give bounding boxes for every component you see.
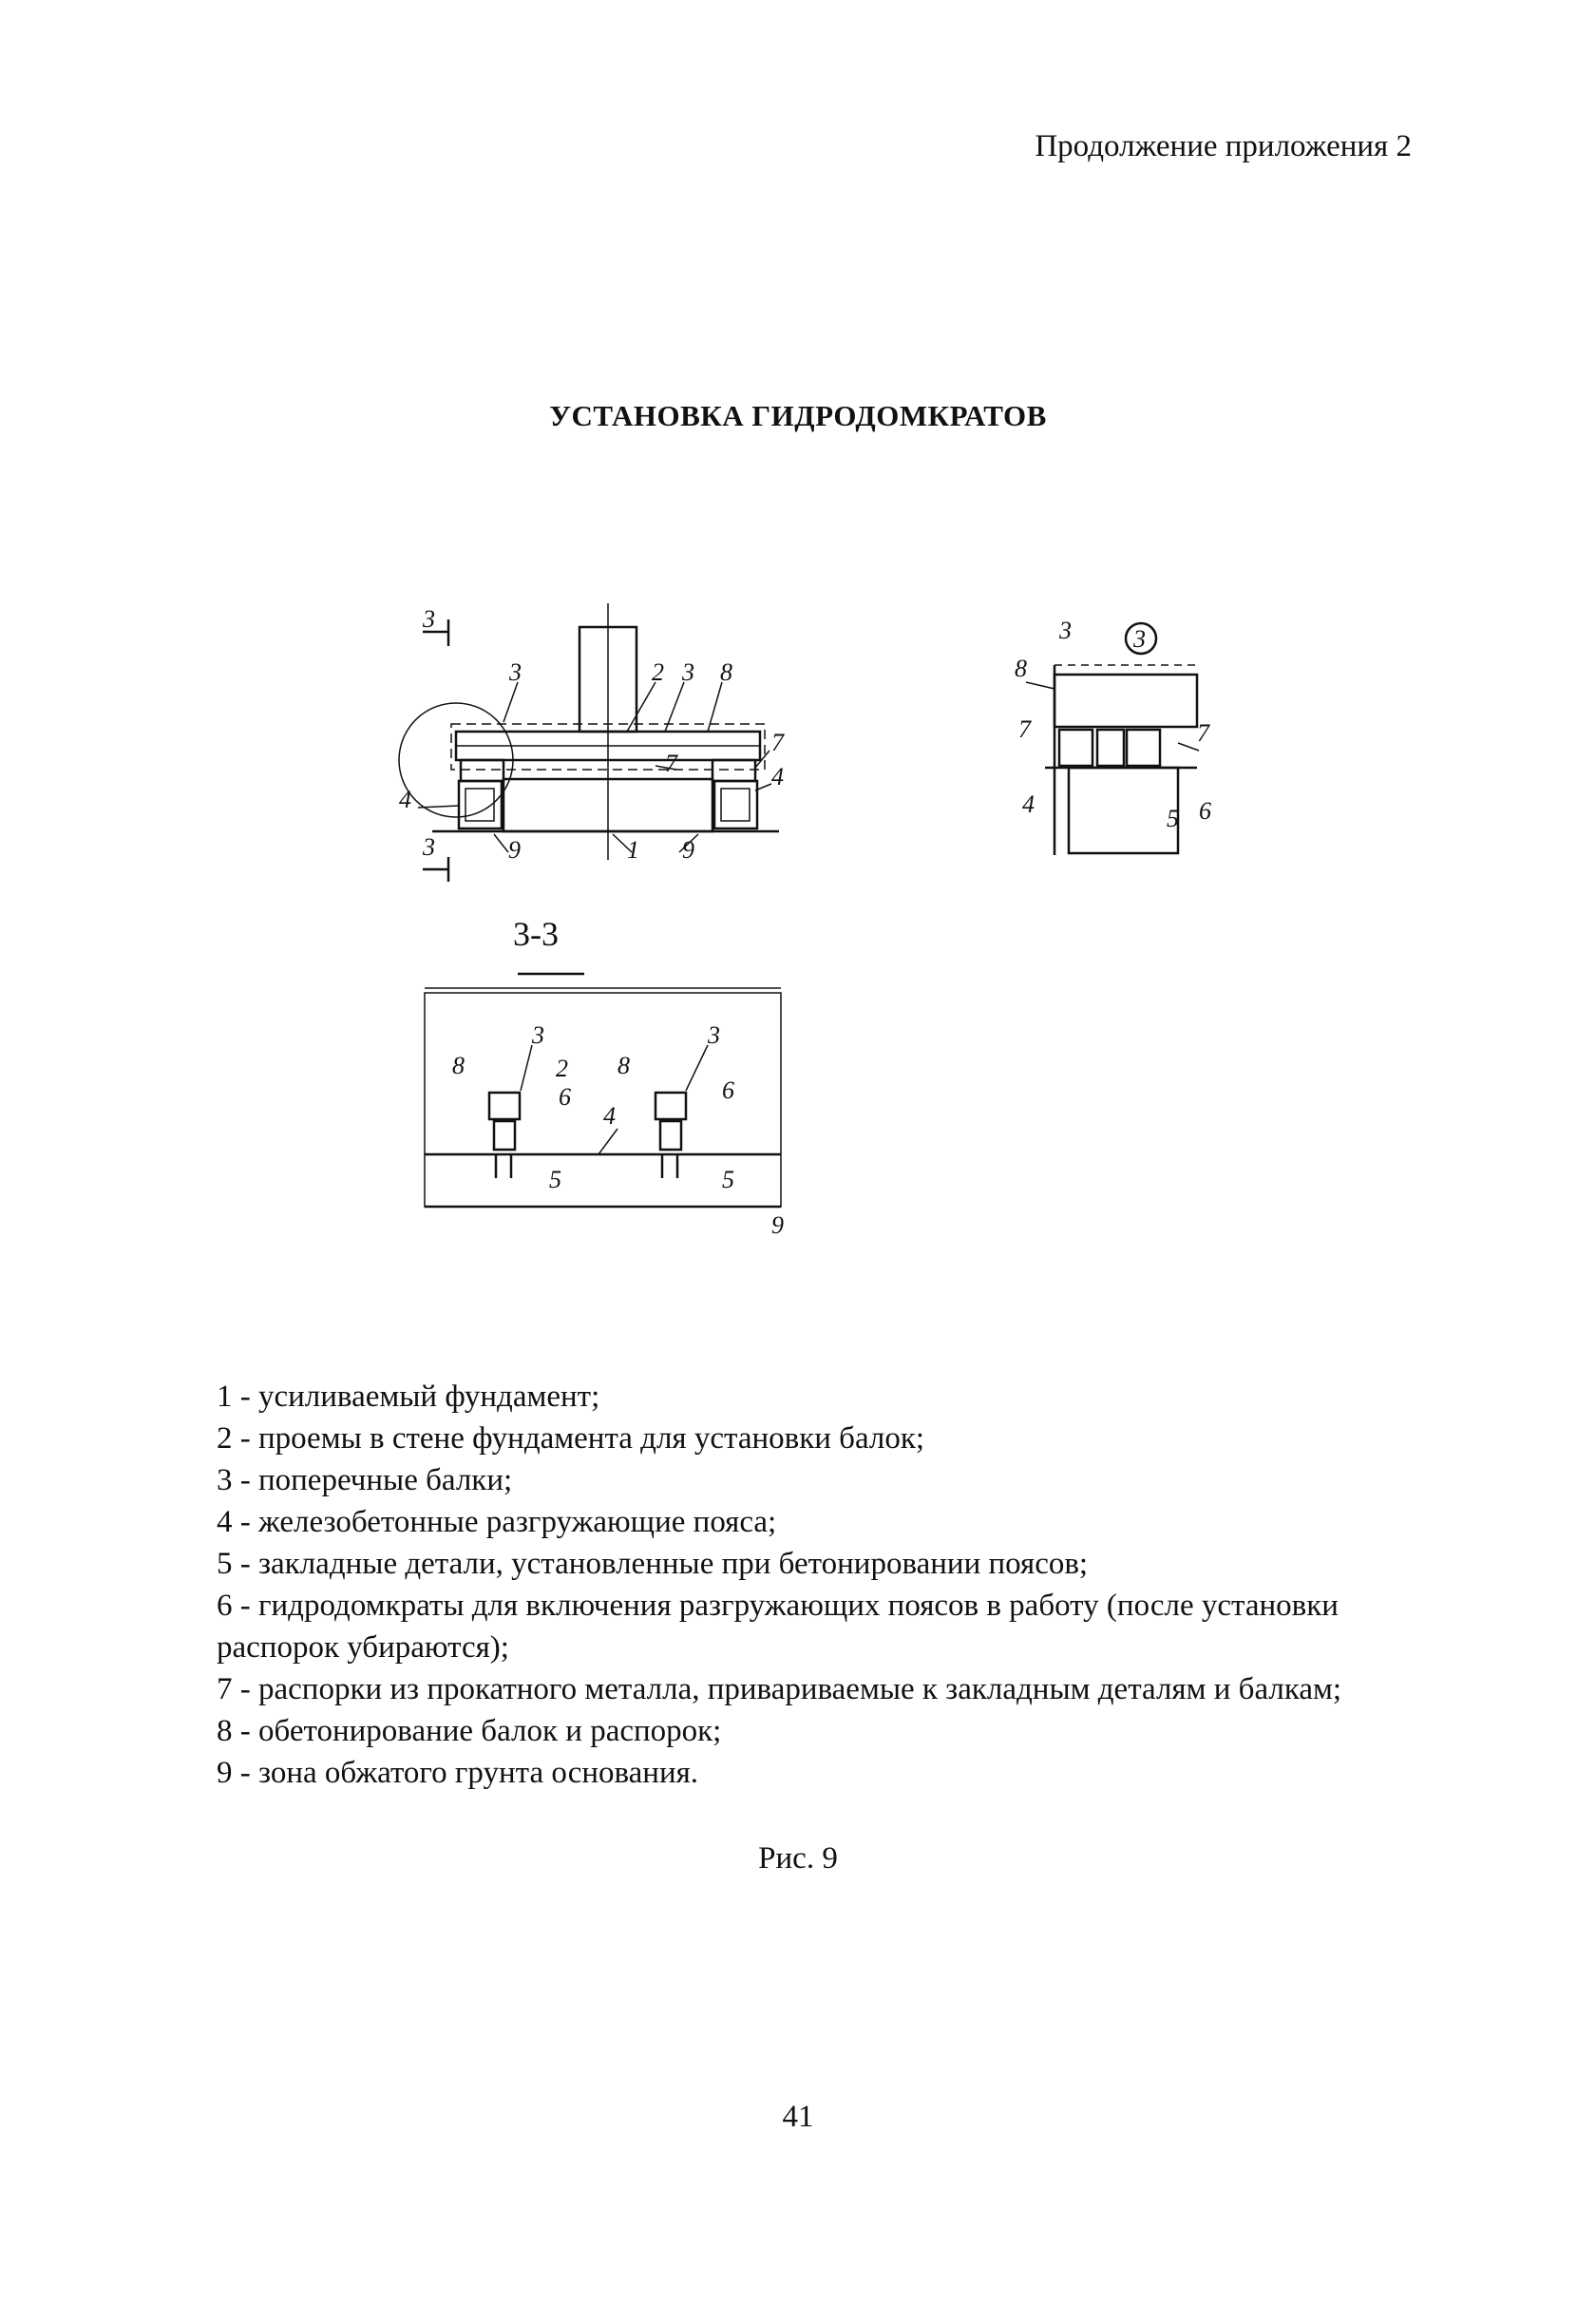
svg-text:8: 8: [720, 658, 732, 686]
legend-item: 7 - распорки из прокатного металла, привариваемые к закладным деталям и балкам;: [217, 1672, 1342, 1706]
svg-text:3: 3: [1133, 625, 1146, 653]
legend-item: 9 - зона обжатого грунта основания.: [217, 1756, 699, 1790]
svg-text:4: 4: [399, 786, 411, 813]
legend-item: 6 - гидродомкраты для включения разгружающих поясов в работу (после установки распорок убираются);: [217, 1589, 1339, 1665]
svg-text:8: 8: [1015, 655, 1027, 682]
jack-left: [489, 1093, 520, 1119]
svg-text:3: 3: [423, 833, 435, 861]
continuation-header: Продолжение приложения 2: [1035, 129, 1412, 163]
svg-text:7: 7: [665, 750, 677, 777]
svg-text:2: 2: [556, 1055, 568, 1082]
svg-text:4: 4: [1022, 790, 1035, 818]
jack-right: [656, 1093, 686, 1119]
detail-foundation: [1069, 768, 1178, 853]
legend-item: 3 - поперечные балки;: [217, 1463, 513, 1497]
svg-text:3: 3: [509, 658, 522, 686]
svg-text:2: 2: [652, 658, 664, 686]
svg-text:5: 5: [722, 1166, 734, 1193]
svg-text:8: 8: [618, 1052, 630, 1079]
legend-item: 5 - закладные детали, установленные при бетонировании поясов;: [217, 1547, 1089, 1581]
svg-text:3: 3: [682, 658, 694, 686]
svg-text:9: 9: [508, 836, 521, 864]
svg-text:4: 4: [603, 1102, 616, 1130]
svg-text:9: 9: [771, 1211, 784, 1239]
legend-item: 8 - обетонирование балок и распорок;: [217, 1714, 722, 1748]
svg-text:8: 8: [452, 1052, 465, 1079]
detail-beam: [1054, 675, 1197, 727]
svg-text:5: 5: [549, 1166, 561, 1193]
svg-text:5: 5: [1167, 805, 1179, 832]
svg-text:9: 9: [682, 836, 694, 864]
page-title: УСТАНОВКА ГИДРОДОМКРАТОВ: [549, 399, 1047, 432]
legend-item: 4 - железобетонные разгружающие пояса;: [217, 1505, 777, 1539]
svg-text:6: 6: [559, 1083, 571, 1111]
legend-item: 1 - усиливаемый фундамент;: [217, 1380, 600, 1414]
svg-text:6: 6: [722, 1076, 734, 1104]
section-title: 3-3: [513, 915, 559, 953]
svg-text:3: 3: [1059, 617, 1072, 644]
figure-caption: Рис. 9: [758, 1841, 838, 1876]
page-number: 41: [782, 2100, 814, 2134]
svg-text:3: 3: [423, 605, 435, 633]
legend: [217, 1376, 1423, 1794]
svg-text:7: 7: [1018, 715, 1031, 743]
svg-text:7: 7: [1197, 719, 1209, 747]
svg-text:6: 6: [1199, 797, 1211, 825]
svg-text:3: 3: [532, 1021, 544, 1049]
legend-item: 2 - проемы в стене фундамента для установки балок;: [217, 1421, 925, 1456]
svg-text:4: 4: [771, 763, 784, 790]
svg-text:7: 7: [771, 729, 784, 756]
svg-text:1: 1: [627, 836, 639, 864]
svg-text:3: 3: [708, 1021, 720, 1049]
